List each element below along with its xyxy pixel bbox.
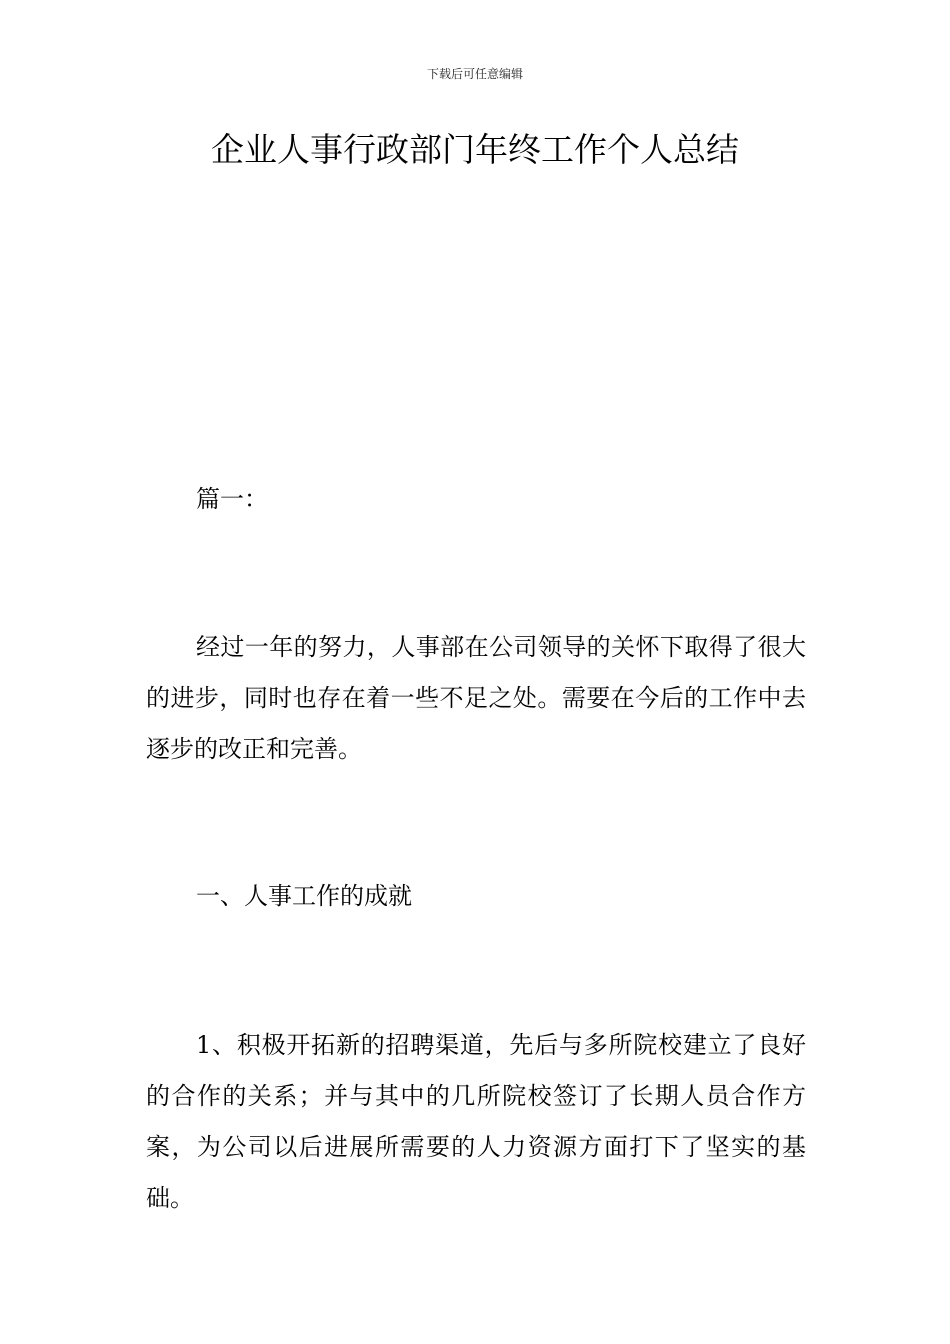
section-label: 篇一： [196, 485, 268, 513]
header-note: 下载后可任意编辑 [426, 67, 523, 81]
document-title: 企业人事行政部门年终工作个人总结 [211, 130, 739, 169]
section-heading: 一、人事工作的成就 [196, 882, 412, 910]
intro-paragraph: 经过一年的努力，人事部在公司领导的关怀下取得了很大的进步，同时也存在着一些不足之处。需要在今后的工作中去逐步的改正和完善。 [146, 633, 806, 763]
list-item-paragraph: 1、积极开拓新的招聘渠道，先后与多所院校建立了良好的合作的关系；并与其中的几所院校签订了长期人员合作方案，为公司以后进展所需要的人力资源方面打下了坚实的基础。 [146, 1031, 806, 1212]
